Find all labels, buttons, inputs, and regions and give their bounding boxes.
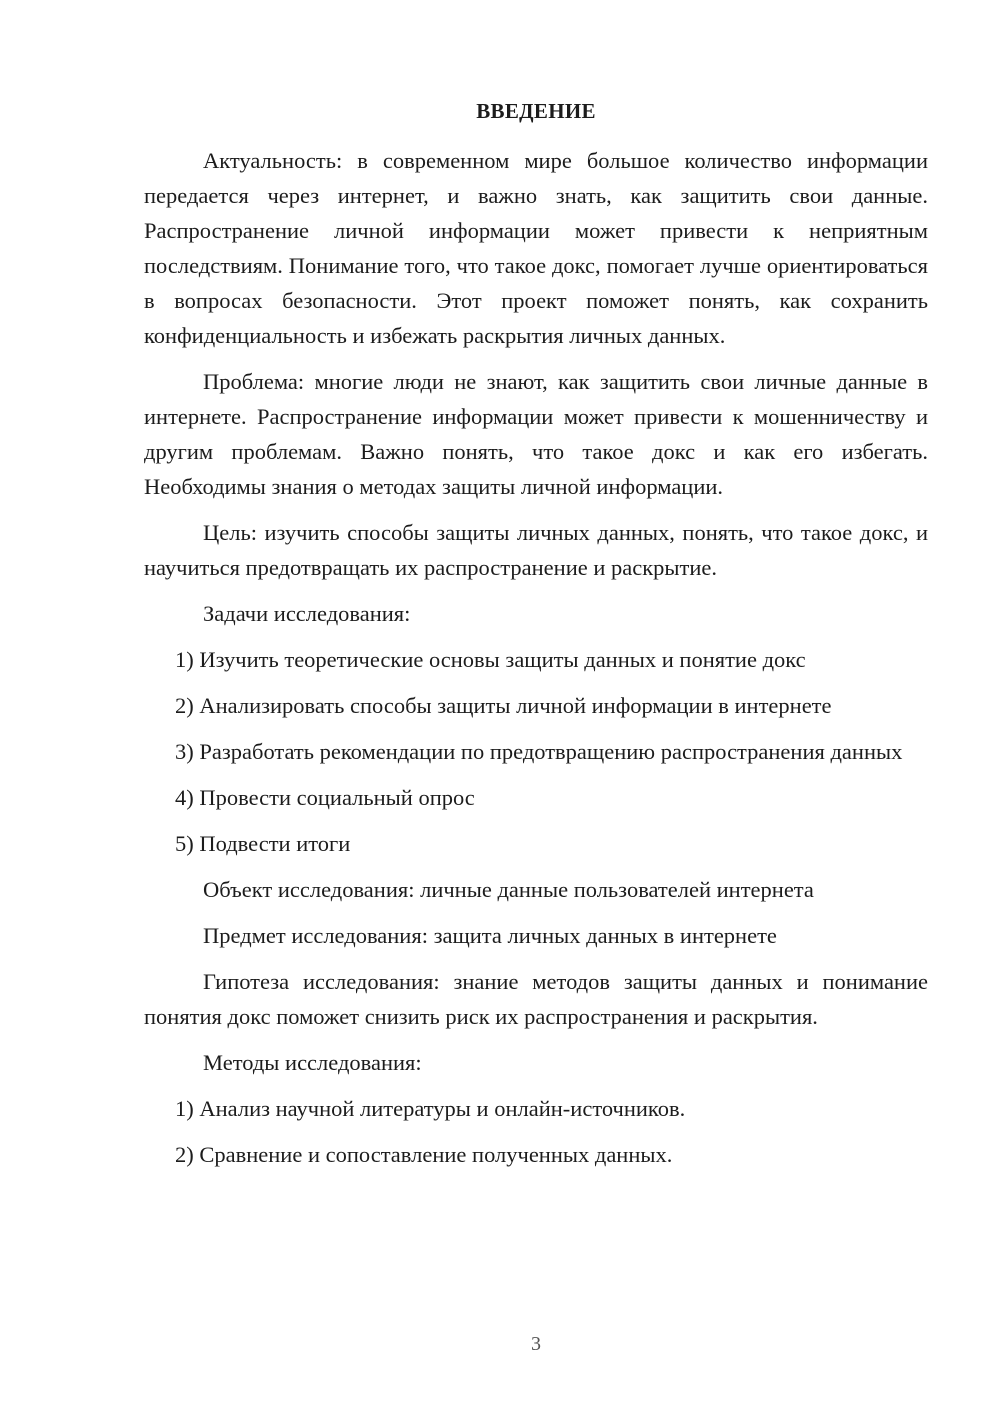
methods-heading: Методы исследования: [203,1050,422,1075]
tasks-heading: Задачи исследования: [203,601,411,626]
goal-paragraph: Цель: изучить способы защиты личных данных, понять, что такое докс, и научиться предотвращать их распространение и раскрытие. [144,520,928,580]
method-item: 2) Сравнение и сопоставление полученных данных. [175,1142,673,1167]
task-item: 1) Изучить теоретические основы защиты данных и понятие докс [175,647,806,672]
relevance-paragraph: Актуальность: в современном мире большое количество информации передается через интернет, и важно знать, как защитить свои данные. Распространение личной информации может привести к неприятным последствиям. Понимание того, что такое докс, помогает лучше ориентироваться в вопросах безопасности. Этот проект поможет понять, как сохранить конфиденциальность и избежать раскрытия личных данных. [144,148,928,348]
task-item: 5) Подвести итоги [175,831,351,856]
task-item: 3) Разработать рекомендации по предотвращению распространения данных [175,739,903,764]
object-paragraph: Объект исследования: личные данные пользователей интернета [203,877,814,902]
task-item: 2) Анализировать способы защиты личной информации в интернете [175,693,832,718]
subject-paragraph: Предмет исследования: защита личных данных в интернете [203,923,777,948]
problem-paragraph: Проблема: многие люди не знают, как защитить свои личные данные в интернете. Распространение информации может привести к мошенничеству и другим проблемам. Важно понять, что такое докс и как его избегать. Необходимы знания о методах защиты личной информации. [144,369,928,499]
document-page [144,94,928,1183]
hypothesis-paragraph: Гипотеза исследования: знание методов защиты данных и понимание понятия докс поможет снизить риск их распространения и раскрытия. [144,969,928,1029]
page-number: 3 [531,1333,541,1355]
section-title: ВВЕДЕНИЕ [476,99,596,123]
task-item: 4) Провести социальный опрос [175,785,475,810]
method-item: 1) Анализ научной литературы и онлайн-источников. [175,1096,686,1121]
